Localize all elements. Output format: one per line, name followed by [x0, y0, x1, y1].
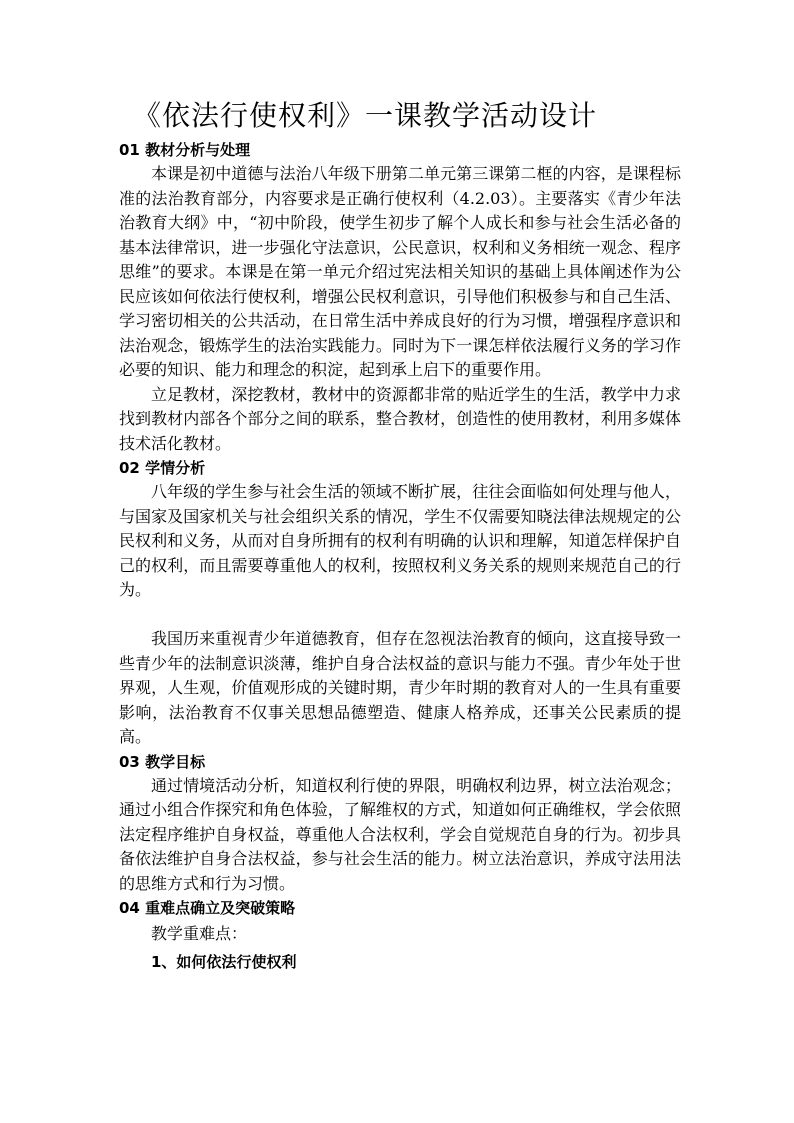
paragraph: 本课是初中道德与法治八年级下册第二单元第三课第二框的内容，是课程标准的法治教育部分，内容要求是正确行使权利（4.2.03）。主要落实《青少年法治教育大纲》中，“初中阶段，使学生初步了解个人成长和参与社会生活必备的基本法律常识，进一步强化守法意识，公民意识，权利和义务相统一观念、程序思维”的要求。本课是在第一单元介绍过宪法相关知识的基础上具体阐述作为公民应该如何依法行使权利，增强公民权利意识，引导他们积极参与和自己生活、学习密切相关的公共活动，在日常生活中养成良好的行为习惯，增强程序意识和法治观念，锻炼学生的法治实践能力。同时为下一课怎样依法履行义务的学习作必要的知识、能力和理念的积淀，起到承上启下的重要作用。 [119, 164, 681, 379]
paragraph: 我国历来重视青少年道德教育，但存在忽视法治教育的倾向，这直接导致一些青少年的法制意识淡薄，维护自身合法权益的意识与能力不强。青少年处于世界观，人生观，价值观形成的关键时期，青少年时期的教育对人的一生具有重要影响，法治教育不仅事关思想品德塑造、健康人格养成，还事关公民素质的提高。 [119, 629, 681, 746]
section-heading: 03 教学目标 [119, 752, 206, 771]
list-item: 1、如何依法行使权利 [151, 953, 297, 971]
section-key-difficult-points [119, 896, 681, 976]
document-page [119, 96, 681, 976]
section-teaching-objectives [119, 750, 681, 897]
blank-line [119, 603, 681, 628]
paragraph: 通过情境活动分析，知道权利行使的界限，明确权利边界，树立法治观念；通过小组合作探究和角色体验，了解维权的方式，知道如何正确维权，学会依照法定程序维护自身权益，尊重他人合法权利，学会自觉规范自身的行为。初步具备依法维护自身合法权益，参与社会生活的能力。树立法治意识，养成守法用法的思维方式和行为习惯。 [119, 775, 681, 893]
section-textbook-analysis [119, 138, 681, 456]
paragraph: 八年级的学生参与社会生活的领域不断扩展，往往会面临如何处理与他人，与国家及国家机关与社会组织关系的情况，学生不仅需要知晓法律法规规定的公民权利和义务，从而对自身所拥有的权利有明确的认识和理解，知道怎样保护自己的权利，而且需要尊重他人的权利，按照权利义务关系的规则来规范自己的行为。 [119, 482, 681, 599]
section-heading: 01 教材分析与处理 [119, 141, 251, 159]
list-item: 教学重难点： [151, 924, 248, 943]
section-heading: 02 学情分析 [119, 459, 206, 477]
paragraph: 立足教材，深挖教材，教材中的资源都非常的贴近学生的生活，教学中力求找到教材内部各个部分之间的联系，整合教材，创造性的使用教材，利用多媒体技术活化教材。 [119, 384, 681, 453]
section-heading: 04 重难点确立及突破策略 [119, 899, 296, 917]
document-title: 《依法行使权利》一课教学活动设计 [133, 99, 598, 132]
section-student-analysis [119, 456, 681, 750]
